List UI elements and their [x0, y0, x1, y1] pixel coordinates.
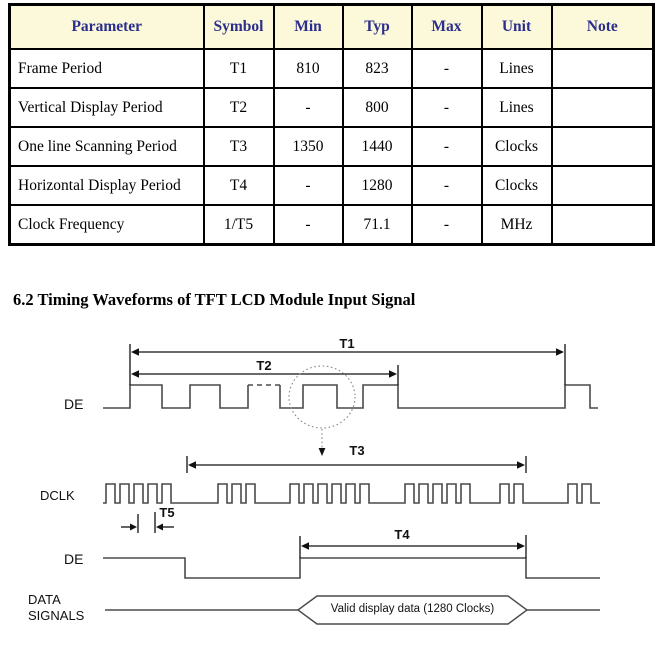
cell-min: - [274, 205, 343, 245]
t2-arrowhead-right [389, 370, 397, 378]
t3-arrowhead-left [188, 461, 196, 469]
cell-parameter: Clock Frequency [10, 205, 204, 245]
dclk-waveform [103, 484, 600, 503]
t4-label: T4 [394, 527, 410, 542]
cell-min: 1350 [274, 127, 343, 166]
cell-min: - [274, 88, 343, 127]
section-heading: 6.2 Timing Waveforms of TFT LCD Module Input Signal [13, 290, 416, 309]
cell-parameter: Vertical Display Period [10, 88, 204, 127]
column-header-min: Min [274, 5, 343, 50]
cell-typ: 71.1 [343, 205, 412, 245]
cell-symbol: 1/T5 [204, 205, 274, 245]
cell-max: - [412, 205, 482, 245]
t4-arrowhead-left [301, 542, 309, 550]
cell-parameter: Horizontal Display Period [10, 166, 204, 205]
valid-display-data-label: Valid display data (1280 Clocks) [330, 603, 495, 615]
cell-max: - [412, 166, 482, 205]
data-signals-label [28, 592, 84, 623]
t2-arrowhead-left [131, 370, 139, 378]
t1-label: T1 [339, 336, 355, 351]
cell-typ: 1280 [343, 166, 412, 205]
zoom-pointer-arrowhead [319, 448, 326, 456]
cell-max: - [412, 49, 482, 88]
cell-unit: Lines [482, 49, 552, 88]
t1-arrowhead-left [131, 348, 139, 356]
de-bottom-waveform [103, 558, 600, 578]
column-header-typ: Typ [343, 5, 412, 50]
column-header-unit: Unit [482, 5, 552, 50]
column-header-symbol: Symbol [204, 5, 274, 50]
t5-arrowhead-right [156, 524, 163, 531]
cell-typ: 800 [343, 88, 412, 127]
de-bottom-signal-label: DE [64, 551, 84, 567]
cell-parameter: Frame Period [10, 49, 204, 88]
cell-symbol: T4 [204, 166, 274, 205]
cell-min: 810 [274, 49, 343, 88]
cell-parameter: One line Scanning Period [10, 127, 204, 166]
cell-max: - [412, 88, 482, 127]
t5-arrowhead-left [130, 524, 137, 531]
de-top-waveform [280, 385, 598, 408]
cell-symbol: T1 [204, 49, 274, 88]
data-signals-label-line1: DATA [28, 592, 61, 607]
column-header-max: Max [412, 5, 482, 50]
cell-unit: Clocks [482, 127, 552, 166]
cell-symbol: T3 [204, 127, 274, 166]
cell-typ: 823 [343, 49, 412, 88]
t1-arrowhead-right [556, 348, 564, 356]
t5-extension-ticks [138, 512, 155, 533]
t2-label: T2 [256, 358, 272, 373]
column-header-note: Note [552, 5, 654, 50]
data-signals-label-line2: SIGNALS [28, 607, 85, 623]
column-header-parameter: Parameter [10, 5, 204, 50]
cell-unit: Lines [482, 88, 552, 127]
cell-unit: MHz [482, 205, 552, 245]
cell-min: - [274, 166, 343, 205]
t3-arrowhead-right [517, 461, 525, 469]
t3-label: T3 [349, 443, 365, 458]
zoom-circle [289, 366, 355, 428]
t4-arrowhead-right [517, 542, 525, 550]
cell-unit: Clocks [482, 166, 552, 205]
cell-max: - [412, 127, 482, 166]
dclk-signal-label: DCLK [40, 488, 75, 503]
cell-symbol: T2 [204, 88, 274, 127]
de-top-waveform [103, 385, 248, 408]
de-top-signal-label: DE [64, 396, 84, 412]
t5-label: T5 [159, 505, 175, 520]
cell-typ: 1440 [343, 127, 412, 166]
